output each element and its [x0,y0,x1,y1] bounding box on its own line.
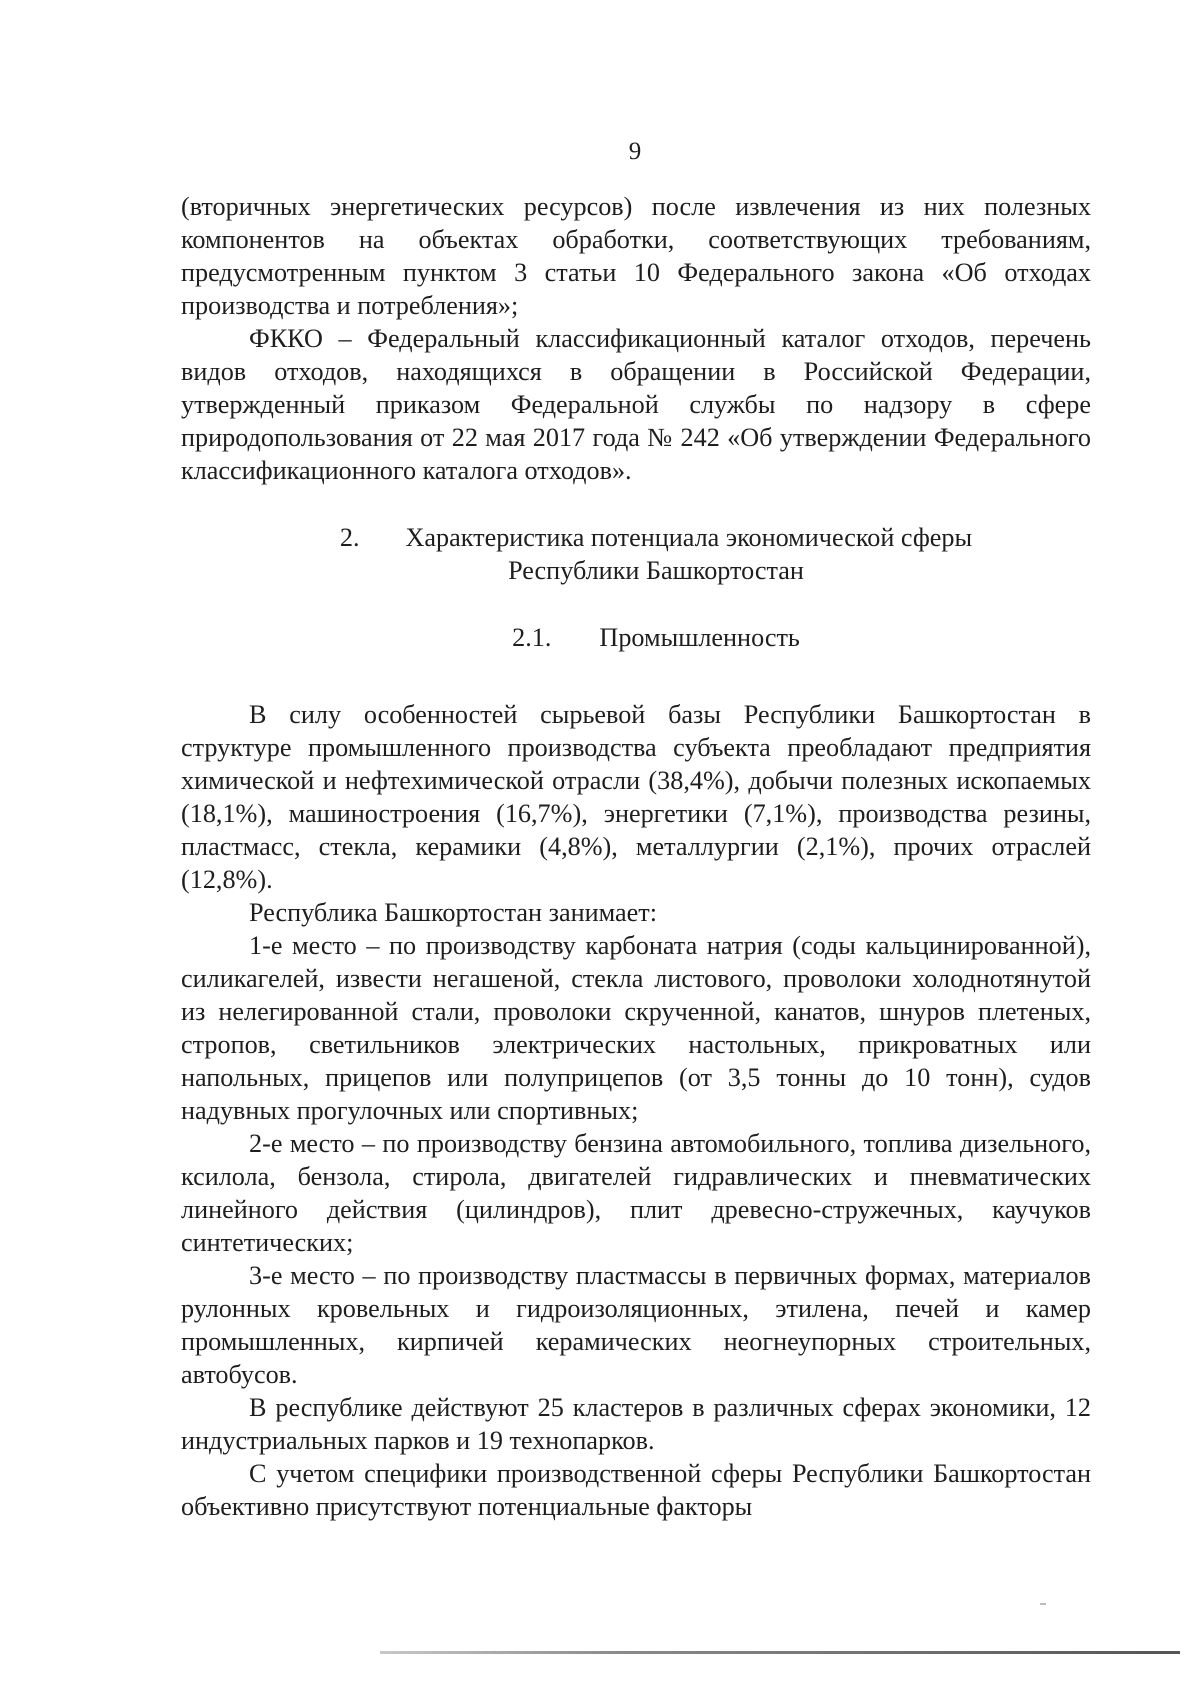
paragraph-ranking-intro: Республика Башкортостан занимает: [249,898,657,927]
section-title-line2: Республики Башкортостан [508,556,804,585]
page-number: 9 [628,138,642,165]
paragraph-first-place: 1-е место – по производству карбоната натрия (соды кальцинированной), силикагелей, извести негашеной, стекла листового, проволоки холоднотянутой из нелегированной стали, проволоки скрученной, канатов, шнуров плетеных, стропов, светильников электрических настольных, прикроватных или напольных, прицепов или полуприцепов (от 3,5 тонны до 10 тонн), судов надувных прогулочных или спортивных; [181,931,1091,1125]
subsection-number: 2.1. [512,623,552,652]
subsection-title: Промышленность [599,623,800,652]
paragraph-factors: С учетом специфики производственной сферы Республики Башкортостан объективно присутствуют потенциальные факторы [181,1459,1091,1521]
document-body [181,190,1091,1523]
paragraph-second-place: 2-е место – по производству бензина автомобильного, топлива дизельного, ксилола, бензола, стирола, двигателей гидравлических и пневматических линейного действия (цилиндров), плит древесно-стружечных, каучуков синтетических; [181,1129,1091,1257]
subsection-heading [181,621,1091,654]
scan-speck [1040,1603,1046,1605]
paragraph-industry-structure: В силу особенностей сырьевой базы Республики Башкортостан в структуре промышленного производства субъекта преобладают предприятия химической и нефтехимической отрасли (38,4%), добычи полезных ископаемых (18,1%), машиностроения (16,7%), энергетики (7,1%), производства резины, пластмасс, стекла, керамики (4,8%), металлургии (2,1%), прочих отраслей (12,8%). [181,700,1091,894]
section-number: 2. [339,523,360,552]
paragraph-third-place: 3-е место – по производству пластмассы в первичных формах, материалов рулонных кровельных и гидроизоляционных, этилена, печей и камер промышленных, кирпичей керамических неогнеупорных строительных, автобусов. [181,1261,1091,1389]
section-title-line1: Характеристика потенциала экономической сферы [405,523,973,552]
paragraph-fkko-definition: ФККО – Федеральный классификационный каталог отходов, перечень видов отходов, находящихся в обращении в Российской Федерации, утвержденный приказом Федеральной службы по надзору в сфере природопользования от 22 мая 2017 года № 242 «Об утверждении Федерального классификационного каталога отходов». [181,324,1091,485]
paragraph: (вторичных энергетических ресурсов) после извлечения из них полезных компонентов на объектах обработки, соответствующих требованиям, предусмотренным пунктом 3 статьи 10 Федерального закона «Об отходах производства и потребления»; [181,192,1091,320]
section-heading [181,521,1091,587]
paragraph-clusters: В республике действуют 25 кластеров в различных сферах экономики, 12 индустриальных парков и 19 технопарков. [181,1393,1091,1455]
scan-edge-line [380,1651,1180,1654]
